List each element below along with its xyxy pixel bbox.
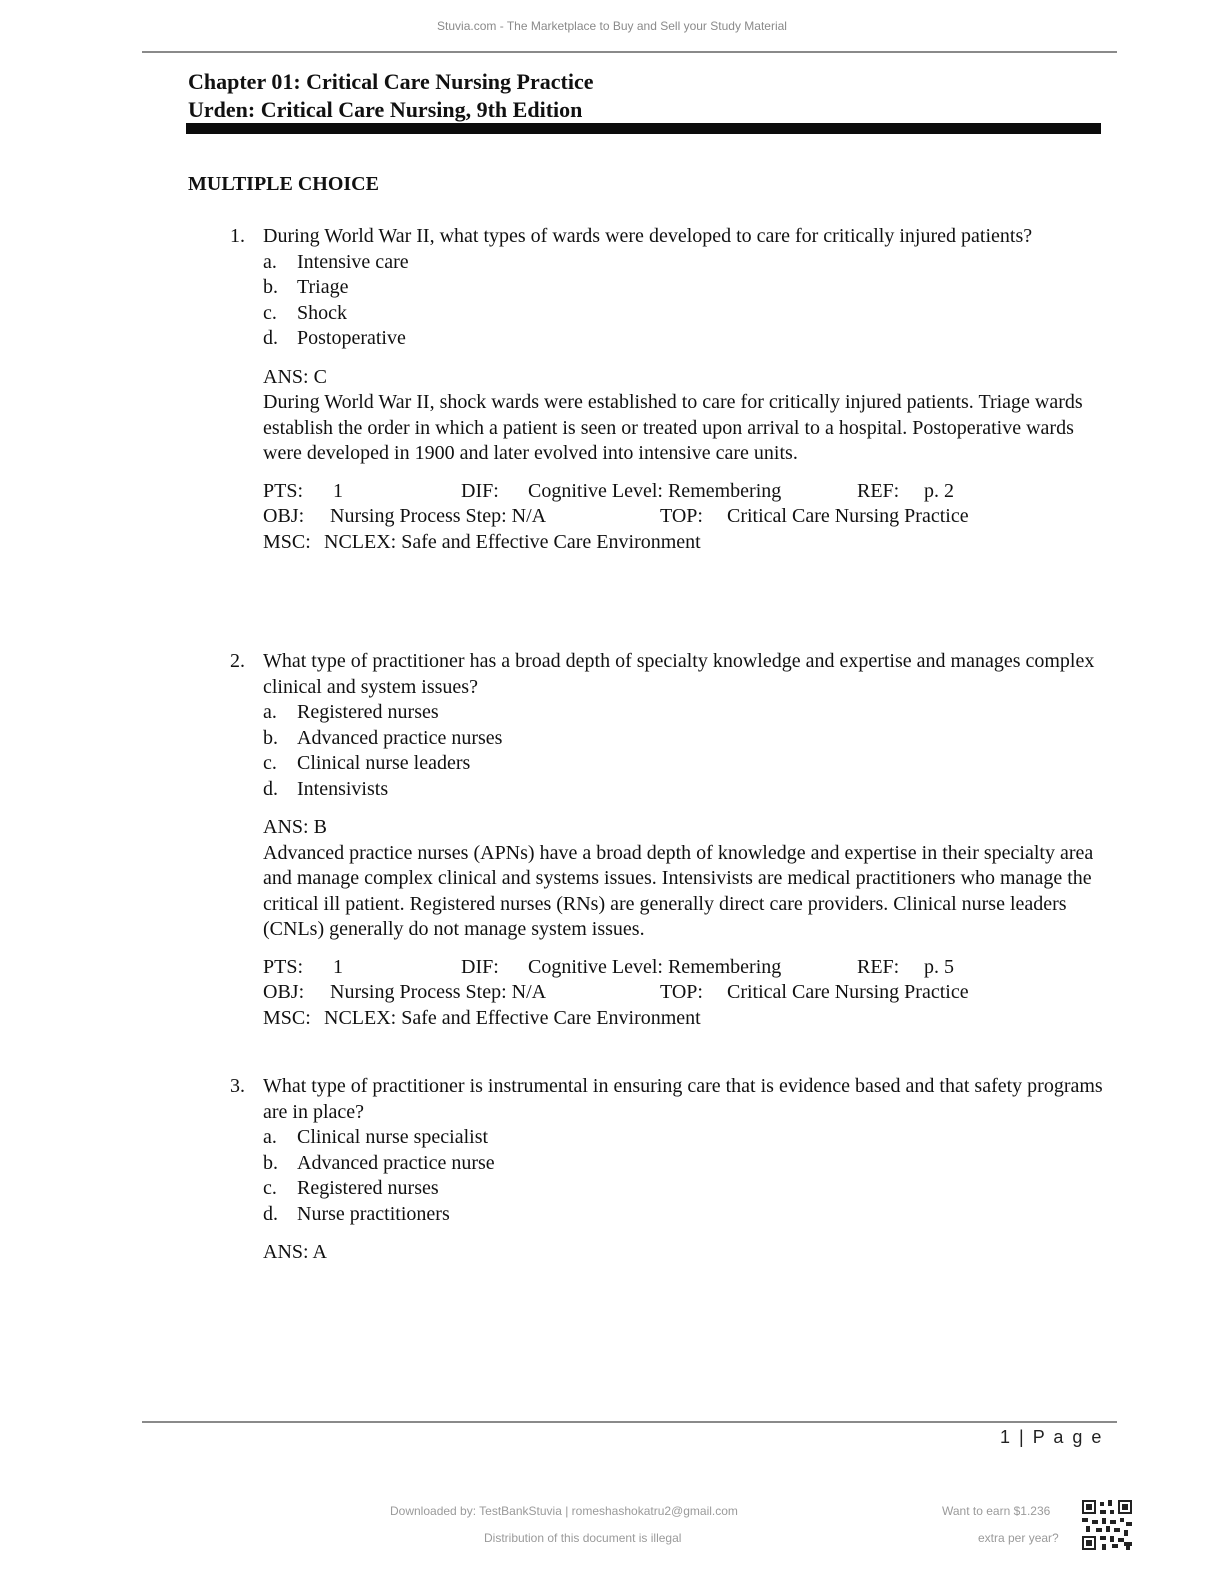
option-item	[263, 326, 1110, 352]
downloaded-by-text: Downloaded by: TestBankStuvia | romeshashokatru2@gmail.com	[390, 1504, 738, 1518]
dif-label: DIF:	[461, 479, 499, 502]
obj-value: Nursing Process Step: N/A	[330, 981, 547, 1003]
question-number: 1.	[230, 225, 245, 247]
ref-value: p. 2	[924, 479, 954, 502]
site-banner: Stuvia.com - The Marketplace to Buy and Sell your Study Material	[437, 19, 787, 33]
option-item	[263, 1202, 1110, 1228]
distribution-notice: Distribution of this document is illegal	[484, 1531, 682, 1545]
option-text: Shock	[297, 301, 347, 324]
section-title: MULTIPLE CHOICE	[188, 173, 379, 195]
msc-value: NCLEX: Safe and Effective Care Environment	[324, 530, 701, 553]
question-1	[230, 224, 1110, 556]
option-text: Intensive care	[297, 250, 409, 273]
option-letter: b.	[263, 276, 278, 298]
msc-value: NCLEX: Safe and Effective Care Environment	[324, 1006, 701, 1029]
option-list	[263, 1125, 1110, 1227]
top-label: TOP:	[660, 981, 703, 1003]
header-divider	[142, 51, 1117, 53]
option-text: Registered nurses	[297, 701, 439, 723]
earn-promo-text[interactable]: Want to earn $1.236	[942, 1504, 1051, 1518]
earn-promo-subtext[interactable]: extra per year?	[978, 1531, 1059, 1545]
question-2	[230, 649, 1110, 1032]
ref-value: p. 5	[924, 955, 954, 978]
top-value: Critical Care Nursing Practice	[727, 505, 969, 527]
page-number: 1 | P a g e	[1000, 1427, 1104, 1447]
obj-label: OBJ:	[263, 505, 305, 527]
answer-rationale: During World War II, shock wards were established to care for critically injured patients. Triage wards establish the order in which a patient is seen or treated upon arrival to a hospital. Postoperative wards were developed in 1900 and later evolved into intensive care units.	[263, 391, 1083, 464]
pts-label: PTS:	[263, 955, 304, 978]
chapter-title: Chapter 01: Critical Care Nursing Practice	[188, 69, 594, 94]
top-label: TOP:	[660, 505, 703, 527]
dif-value: Cognitive Level: Remembering	[528, 479, 782, 502]
option-letter: a.	[263, 250, 277, 273]
option-letter: d.	[263, 1202, 278, 1225]
question-stem: During World War II, what types of wards were developed to care for critically injured patients?	[263, 225, 1033, 247]
option-list	[263, 250, 1110, 352]
option-letter: b.	[263, 1151, 278, 1174]
obj-label: OBJ:	[263, 981, 305, 1003]
option-text: Triage	[297, 276, 349, 298]
pts-value: 1	[333, 955, 343, 978]
option-letter: b.	[263, 726, 278, 749]
ref-label: REF:	[857, 479, 900, 502]
option-item	[263, 301, 1110, 327]
dif-label: DIF:	[461, 955, 499, 978]
msc-label: MSC:	[263, 1006, 311, 1029]
option-letter: c.	[263, 1177, 277, 1199]
footer-divider	[142, 1421, 1117, 1423]
answer-key: ANS: A	[263, 1241, 327, 1263]
question-number: 2.	[230, 650, 245, 672]
option-letter: d.	[263, 327, 278, 349]
option-list	[263, 700, 1110, 802]
option-item	[263, 1176, 1110, 1202]
option-text: Clinical nurse leaders	[297, 752, 471, 774]
qr-code-icon[interactable]	[1082, 1500, 1132, 1550]
answer-rationale: Advanced practice nurses (APNs) have a broad depth of knowledge and expertise in their specialty area and manage complex clinical and systems issues. Intensivists are medical practitioners who manage the critical ill patient. Registered nurses (RNs) are generally direct care providers. Clinical nurse leaders (CNLs) generally do not manage system issues.	[263, 841, 1094, 940]
option-text: Registered nurses	[297, 1177, 439, 1199]
option-item	[263, 751, 1110, 777]
option-letter: a.	[263, 1126, 277, 1148]
option-letter: c.	[263, 301, 277, 324]
option-item	[263, 1151, 1110, 1177]
option-text: Advanced practice nurses	[297, 726, 503, 749]
question-stem: What type of practitioner has a broad depth of specialty knowledge and expertise and manages complex clinical and system issues?	[263, 650, 1095, 698]
question-stem: What type of practitioner is instrumental in ensuring care that is evidence based and that safety programs are in place?	[263, 1075, 1103, 1123]
option-item	[263, 700, 1110, 726]
option-item	[263, 1125, 1110, 1151]
answer-key: ANS: C	[263, 365, 327, 388]
dif-value: Cognitive Level: Remembering	[528, 955, 782, 978]
option-item	[263, 250, 1110, 276]
obj-value: Nursing Process Step: N/A	[330, 505, 547, 527]
option-item	[263, 275, 1110, 301]
ref-label: REF:	[857, 955, 900, 978]
option-text: Clinical nurse specialist	[297, 1126, 489, 1148]
option-text: Postoperative	[297, 327, 406, 349]
option-letter: c.	[263, 752, 277, 774]
option-letter: d.	[263, 777, 278, 800]
title-underline-bar	[186, 123, 1101, 134]
answer-key: ANS: B	[263, 816, 327, 838]
question-number: 3.	[230, 1075, 245, 1097]
option-item	[263, 726, 1110, 752]
question-3	[230, 1074, 1110, 1266]
top-value: Critical Care Nursing Practice	[727, 981, 969, 1003]
msc-label: MSC:	[263, 530, 311, 553]
option-text: Intensivists	[297, 777, 389, 800]
book-title: Urden: Critical Care Nursing, 9th Edition	[188, 97, 583, 122]
pts-label: PTS:	[263, 479, 304, 502]
pts-value: 1	[333, 479, 343, 502]
option-text: Advanced practice nurse	[297, 1151, 495, 1174]
option-text: Nurse practitioners	[297, 1202, 450, 1225]
question-metadata	[263, 955, 1110, 1032]
option-item	[263, 777, 1110, 803]
question-metadata	[263, 479, 1110, 556]
option-letter: a.	[263, 701, 277, 723]
